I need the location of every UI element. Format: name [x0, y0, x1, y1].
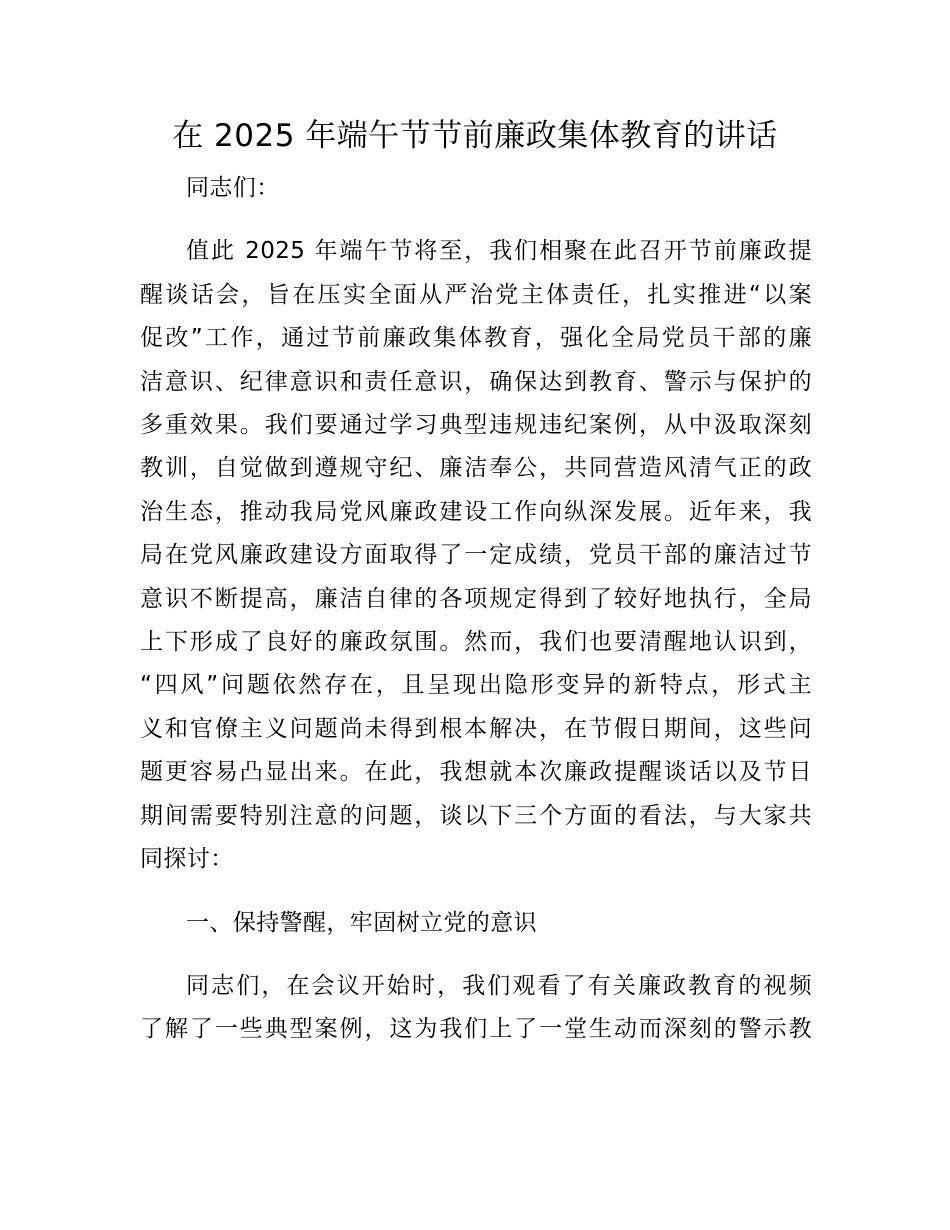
paragraph-line: 上下形成了良好的廉政氛围。然而，我们也要清醒地认识到，	[140, 629, 812, 656]
document-title: 在 2025 年端午节节前廉政集体教育的讲话	[172, 118, 778, 154]
paragraph-line: 治生态，推动我局党风廉政建设工作向纵深发展。近年来，我	[140, 498, 812, 525]
paragraph-line: 同志们，在会议开始时，我们观看了有关廉政教育的视频	[186, 972, 812, 999]
paragraph-line: 洁意识、纪律意识和责任意识，确保达到教育、警示与保护的	[140, 368, 812, 395]
paragraph-line: 意识不断提高，廉洁自律的各项规定得到了较好地执行，全局	[140, 585, 812, 612]
salutation: 同志们：	[186, 175, 280, 201]
paragraph-1	[140, 230, 812, 881]
paragraph-line: 局在党风廉政建设方面取得了一定成绩，党员干部的廉洁过节	[140, 542, 812, 569]
paragraph-line: 题更容易凸显出来。在此，我想就本次廉政提醒谈话以及节日	[140, 759, 812, 786]
paragraph-line: 了解了一些典型案例，这为我们上了一堂生动而深刻的警示教	[140, 1016, 812, 1043]
paragraph-line: 促改”工作，通过节前廉政集体教育，强化全局党员干部的廉	[140, 325, 812, 352]
spacer	[140, 882, 812, 902]
paragraph-line: 义和官僚主义问题尚未得到根本解决，在节假日期间，这些问	[140, 715, 812, 742]
paragraph-line: 醒谈话会，旨在压实全面从严治党主体责任，扎实推进“以案	[140, 281, 812, 308]
paragraph-line: 期间需要特别注意的问题，谈以下三个方面的看法，与大家共	[140, 802, 812, 829]
paragraph-line: “四风”问题依然存在，且呈现出隐形变异的新特点，形式主	[140, 672, 812, 699]
spacer	[140, 210, 812, 230]
paragraph-line: 教训，自觉做到遵规守纪、廉洁奉公，共同营造风清气正的政	[140, 455, 812, 482]
section-heading: 一、保持警醒，牢固树立党的意识	[186, 909, 537, 936]
paragraph-line: 同探讨：	[140, 846, 234, 873]
paragraph-2	[140, 965, 812, 1052]
paragraph-line: 多重效果。我们要通过学习典型违规违纪案例，从中汲取深刻	[140, 412, 812, 439]
document-body	[140, 167, 812, 1052]
paragraph-line: 值此 2025 年端午节将至，我们相聚在此召开节前廉政提	[186, 238, 812, 265]
spacer	[140, 945, 812, 965]
